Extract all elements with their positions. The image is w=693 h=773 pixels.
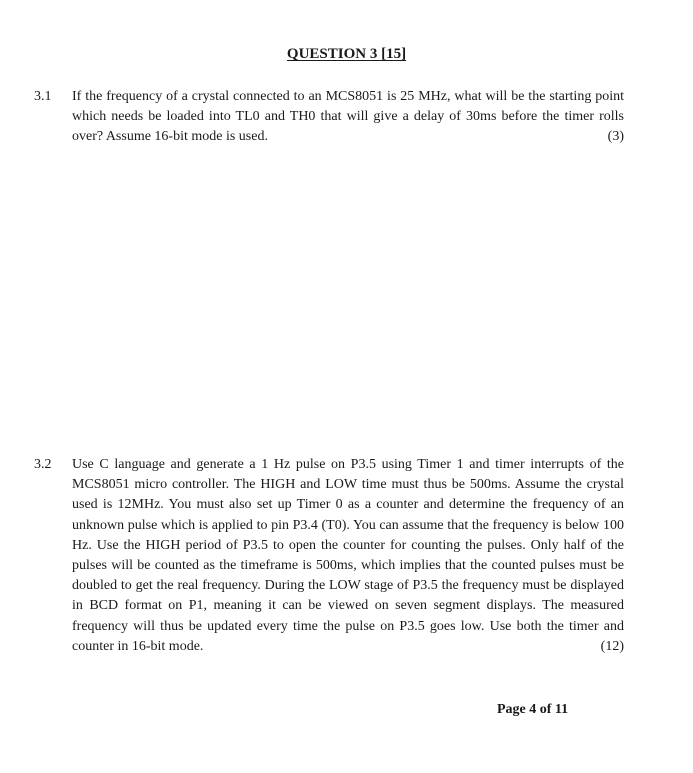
- question-text: Use C language and generate a 1 Hz pulse on P3.5 using Timer 1 and timer interrupts of the MCS8051 micro controller. The HIGH and LOW time must thus be 500ms. Assume the crystal used is 12MHz. You must also set up Timer 0 as a counter and determine the frequency of an unknown pulse which is applied to pin P3.4 (T0). You can assume that the frequency is below 100 Hz. Use the HIGH period of P3.5 to open the counter for counting the pulses. Only half of the pulses will be counted as the timeframe is 500ms, which implies that the counted pulses must be doubled to get the real frequency. During the LOW stage of P3.5 the frequency must be displayed in BCD format on P1, meaning it can be viewed on seven segment displays. The measured frequency will thus be updated every time the pulse on P3.5 goes low. Use both the timer and counter in 16-bit mode.: [72, 457, 624, 654]
- page-number: Page 4 of 11: [497, 702, 569, 717]
- question-text-block: [72, 455, 624, 657]
- question-heading: QUESTION 3 [15]: [286, 46, 407, 62]
- question-marks: (12): [600, 638, 624, 654]
- question-text: If the frequency of a crystal connected to an MCS8051 is 25 MHz, what will be the starting point which needs be loaded into TL0 and TH0 that will give a delay of 30ms before the timer rolls over? Assume 16-bit mode is used.: [72, 89, 624, 145]
- question-text-block: [72, 87, 624, 148]
- question-3-2: [34, 455, 624, 657]
- question-marks: (3): [607, 129, 624, 145]
- question-3-1: [34, 87, 624, 148]
- question-number: 3.1: [34, 89, 52, 104]
- question-number: 3.2: [34, 457, 52, 472]
